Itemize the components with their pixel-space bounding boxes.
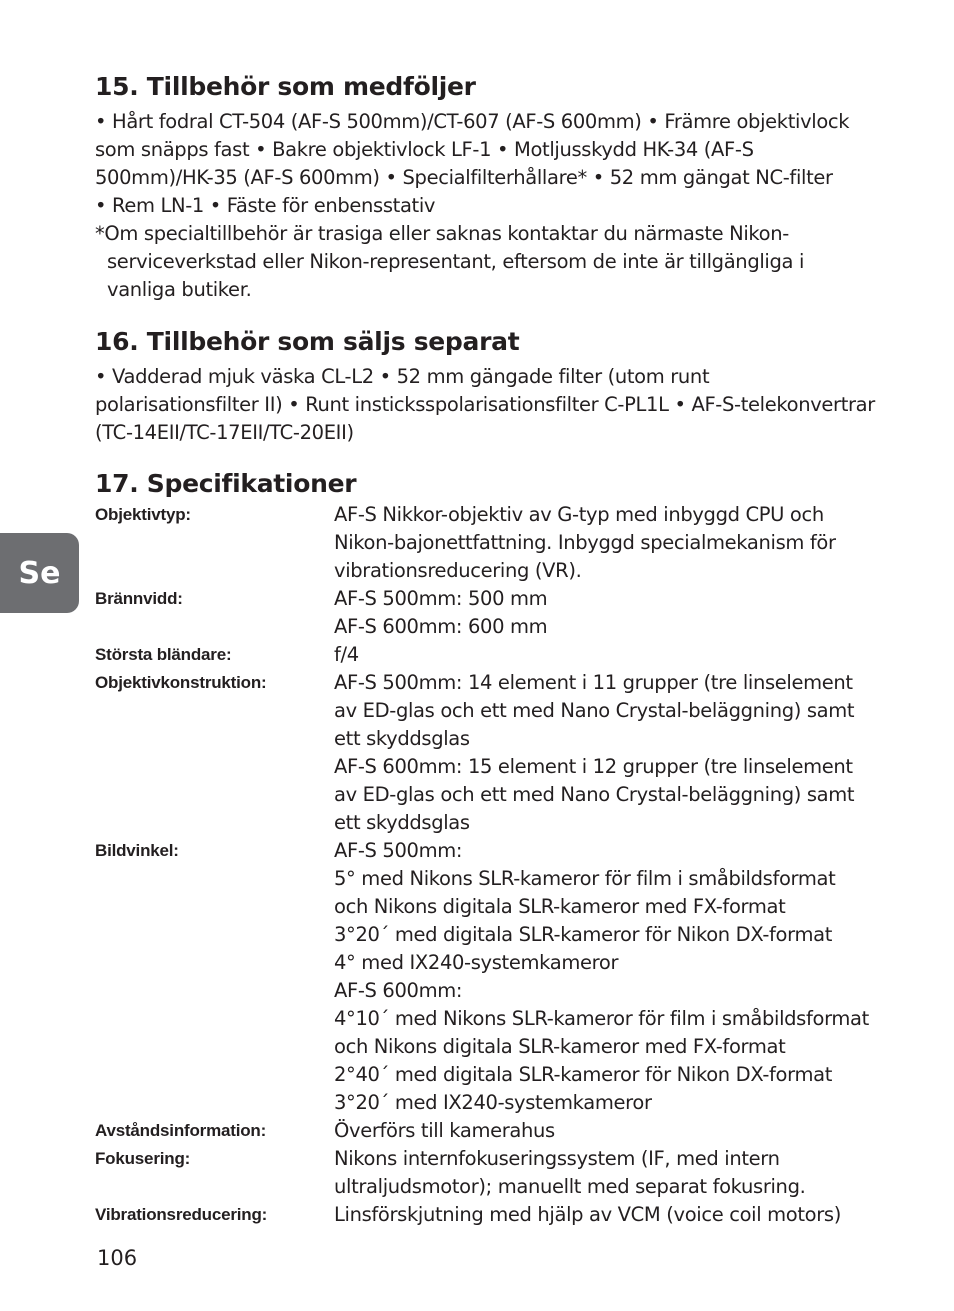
spec-label: Avståndsinformation:	[95, 1121, 267, 1140]
text-line: 500mm)/HK-35 (AF-S 600mm) • Specialfilterhållare* • 52 mm gängat NC-filter	[95, 166, 833, 189]
spec-row	[95, 1089, 885, 1117]
spec-value-text: ultraljudsmotor); manuellt med separat fokusring.	[334, 1175, 806, 1198]
spec-value	[334, 641, 885, 669]
spec-row	[95, 1145, 885, 1173]
spec-value	[334, 529, 885, 557]
page-content	[95, 70, 885, 1229]
spec-value-text: AF-S Nikkor-objektiv av G-typ med inbyggd CPU och	[334, 503, 824, 526]
spec-row	[95, 529, 885, 557]
spec-value	[334, 1033, 885, 1061]
spec-row	[95, 613, 885, 641]
text-line: • Hårt fodral CT-504 (AF-S 500mm)/CT-607 (AF-S 600mm) • Främre objektivlock	[95, 110, 850, 133]
spec-value	[334, 697, 885, 725]
spec-label	[95, 1005, 334, 1033]
spec-label	[95, 529, 334, 557]
spec-row	[95, 977, 885, 1005]
spec-row	[95, 641, 885, 669]
spec-value	[334, 1061, 885, 1089]
spec-value-text: vibrationsreducering (VR).	[334, 559, 582, 582]
spec-label	[95, 725, 334, 753]
spec-row	[95, 949, 885, 977]
spec-row	[95, 1201, 885, 1229]
spec-value-text: 15 element i 12 grupper (tre linselement	[462, 755, 853, 778]
section-specifications	[95, 467, 885, 1229]
spec-row	[95, 753, 885, 781]
page-number: 106	[97, 1246, 138, 1270]
spec-row	[95, 669, 885, 697]
spec-variant-prefix: AF-S 500mm:	[334, 587, 463, 610]
spec-row	[95, 1033, 885, 1061]
spec-value-text: och Nikons digitala SLR-kameror med FX-format	[334, 895, 786, 918]
spec-label	[95, 1089, 334, 1117]
spec-value-text: Nikon-bajonettfattning. Inbyggd specialmekanism för	[334, 531, 836, 554]
spec-label	[95, 1173, 334, 1201]
spec-label: Fokusering:	[95, 1149, 191, 1168]
spec-variant-prefix: AF-S 600mm:	[334, 615, 463, 638]
accessory-list	[95, 363, 885, 447]
spec-value	[334, 809, 885, 837]
spec-variant-prefix: AF-S 600mm:	[334, 979, 463, 1002]
spec-row	[95, 697, 885, 725]
spec-label: Största bländare:	[95, 645, 232, 664]
spec-row	[95, 557, 885, 585]
spec-value	[334, 893, 885, 921]
spec-label: Vibrationsreducering:	[95, 1205, 268, 1224]
spec-variant-prefix: AF-S 500mm:	[334, 671, 463, 694]
text-line: polarisationsfilter II) • Runt insticksspolarisationsfilter C-PL1L • AF-S-telekonvertrar	[95, 393, 875, 416]
spec-value-text: 3°20´ med digitala SLR-kameror för Nikon DX-format	[334, 923, 833, 946]
spec-variant-prefix: AF-S 500mm:	[334, 839, 463, 862]
spec-value-text: 3°20´ med IX240-systemkameror	[334, 1091, 652, 1114]
spec-label	[95, 1033, 334, 1061]
spec-value	[334, 837, 885, 865]
section-optional-accessories	[95, 325, 885, 467]
spec-label	[95, 893, 334, 921]
spec-value	[334, 1117, 885, 1145]
spec-label	[95, 697, 334, 725]
section-heading: 17. Specifikationer	[95, 469, 357, 498]
spec-value	[334, 725, 885, 753]
spec-row	[95, 585, 885, 613]
spec-value	[334, 1145, 885, 1173]
text-line: *Om specialtillbehör är trasiga eller saknas kontaktar du närmaste Nikon-	[95, 222, 789, 245]
spec-value	[334, 501, 885, 529]
text-line: • Vadderad mjuk väska CL-L2 • 52 mm gängade filter (utom runt	[95, 365, 710, 388]
language-tab: Se	[0, 533, 79, 613]
spec-row	[95, 1061, 885, 1089]
spec-row	[95, 837, 885, 865]
spec-label	[95, 921, 334, 949]
spec-table	[95, 501, 885, 1229]
text-line: serviceverkstad eller Nikon-representant, eftersom de inte är tillgängliga i	[107, 250, 805, 273]
spec-value-text: 14 element i 11 grupper (tre linselement	[462, 671, 853, 694]
spec-value-text: Linsförskjutning med hjälp av VCM (voice coil motors)	[334, 1203, 841, 1226]
spec-label: Objektivtyp:	[95, 505, 191, 524]
text-line: som snäpps fast • Bakre objektivlock LF-1 • Motljusskydd HK-34 (AF-S	[95, 138, 754, 161]
spec-row	[95, 893, 885, 921]
spec-value-text: 2°40´ med digitala SLR-kameror för Nikon DX-format	[334, 1063, 833, 1086]
section-heading: 15. Tillbehör som medföljer	[95, 72, 476, 101]
spec-row	[95, 865, 885, 893]
spec-label	[95, 557, 334, 585]
spec-label: Brännvidd:	[95, 589, 183, 608]
spec-value	[334, 1005, 885, 1033]
spec-value	[334, 557, 885, 585]
spec-label	[95, 613, 334, 641]
spec-row	[95, 1005, 885, 1033]
accessory-list	[95, 108, 885, 304]
text-line: vanliga butiker.	[107, 278, 252, 301]
spec-row	[95, 1173, 885, 1201]
spec-value	[334, 585, 885, 613]
spec-row	[95, 725, 885, 753]
spec-value	[334, 949, 885, 977]
text-line: • Rem LN-1 • Fäste för enbensstativ	[95, 194, 436, 217]
spec-value	[334, 1173, 885, 1201]
spec-value-text: och Nikons digitala SLR-kameror med FX-format	[334, 1035, 786, 1058]
spec-value-text: av ED-glas och ett med Nano Crystal-beläggning) samt	[334, 783, 855, 806]
spec-value-text: 5° med Nikons SLR-kameror för film i småbildsformat	[334, 867, 836, 890]
spec-label	[95, 949, 334, 977]
spec-value-text: f/4	[334, 643, 359, 666]
spec-value-text: ett skyddsglas	[334, 811, 470, 834]
spec-value-text: 4° med IX240-systemkameror	[334, 951, 619, 974]
spec-value	[334, 669, 885, 697]
spec-value	[334, 977, 885, 1005]
spec-value-text: 500 mm	[462, 587, 548, 610]
spec-label	[95, 809, 334, 837]
spec-row	[95, 921, 885, 949]
spec-label	[95, 977, 334, 1005]
spec-value-text: ett skyddsglas	[334, 727, 470, 750]
spec-value-text: av ED-glas och ett med Nano Crystal-beläggning) samt	[334, 699, 855, 722]
text-line: (TC-14EII/TC-17EII/TC-20EII)	[95, 421, 354, 444]
spec-value-text: 600 mm	[462, 615, 548, 638]
section-heading: 16. Tillbehör som säljs separat	[95, 327, 520, 356]
spec-label: Objektivkonstruktion:	[95, 673, 267, 692]
spec-label: Bildvinkel:	[95, 841, 179, 860]
spec-row	[95, 781, 885, 809]
spec-label	[95, 865, 334, 893]
spec-value	[334, 865, 885, 893]
spec-value	[334, 753, 885, 781]
spec-label	[95, 753, 334, 781]
spec-value	[334, 1201, 885, 1229]
spec-row	[95, 1117, 885, 1145]
spec-value	[334, 613, 885, 641]
spec-variant-prefix: AF-S 600mm:	[334, 755, 463, 778]
spec-value	[334, 921, 885, 949]
spec-value-text: 4°10´ med Nikons SLR-kameror för film i småbildsformat	[334, 1007, 869, 1030]
spec-label	[95, 1061, 334, 1089]
spec-value-text: Överförs till kamerahus	[334, 1119, 555, 1142]
spec-value	[334, 1089, 885, 1117]
spec-row	[95, 501, 885, 529]
spec-row	[95, 809, 885, 837]
spec-label	[95, 781, 334, 809]
spec-value-text: Nikons internfokuseringssystem (IF, med intern	[334, 1147, 780, 1170]
spec-value	[334, 781, 885, 809]
section-included-accessories	[95, 70, 885, 325]
